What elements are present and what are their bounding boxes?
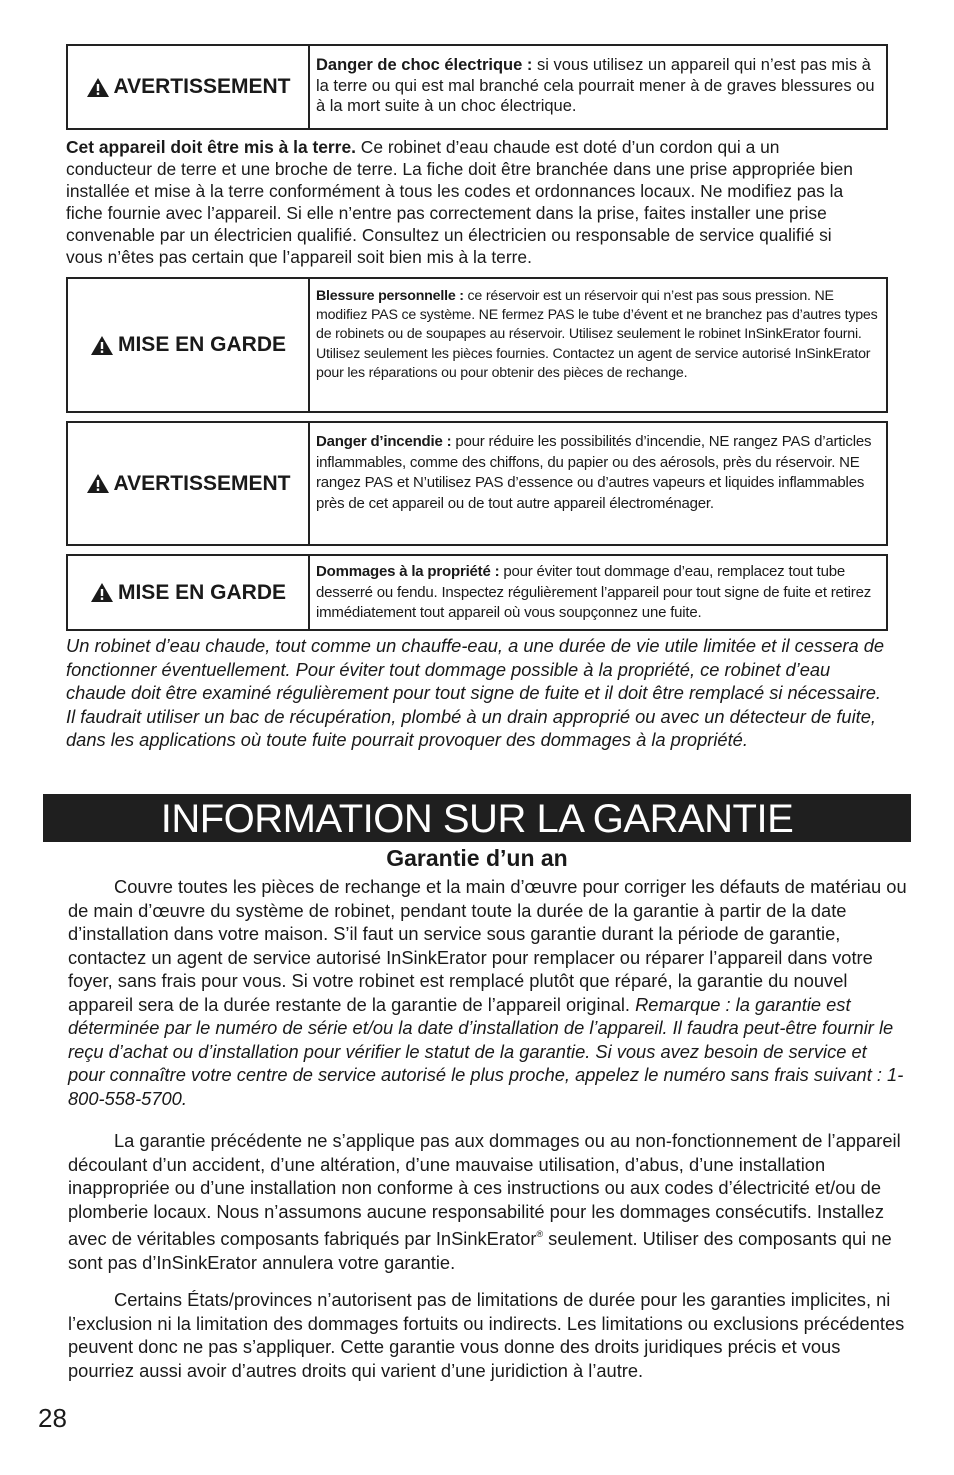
warning-triangle-icon: [90, 582, 114, 603]
warning-label: AVERTISSEMENT: [68, 46, 310, 128]
caution-box-property-damage: [66, 554, 888, 631]
warranty-paragraph-2: La garantie précédente ne s’applique pas aux dommages ou au non-fonctionnement de l’appareil découlant d’un accident, d’une altération, d’une mauvaise utilisation, d’abus, d’une installation inappropriée ou d’une installation non conforme à ces instructions ou aux codes d’électricité et/ou de plomberie locaux. Nous n’assumons aucune responsabilité pour les dommages consécutifs. Installez avec de véritables composants fabriqués par InSinkErator® seulement. Utiliser des composants qui ne sont pas d’InSinkErator annulera votre garantie.: [68, 1130, 901, 1273]
warranty-paragraph-1: Couvre toutes les pièces de rechange et la main d’œuvre pour corriger les défauts de matériau ou de main d’œuvre du système de robinet, pendant toute la durée de la garantie à partir de la date d’installation dans votre maison. S’il faut un service sous garantie durant la période de garantie, contactez un agent de service autorisé InSinkErator pour remplacer ou réparer l’appareil dans votre foyer, sans frais pour vous. Si votre robinet est remplacé plutôt que réparé, la garantie du nouvel appareil sera de la durée restante de la garantie de l’appareil original. Remarque : la garantie est déterminée par le numéro de série et/ou la date d’installation de l’appareil. Il faudra peut-être fournir le reçu d’achat ou d’installation pour vérifier le statut de la garantie. Si vous avez besoin de service et pour connaître votre centre de service autorisé le plus proche, appelez le numéro sans frais suivant : 1-800-558-5700.: [68, 876, 907, 1109]
warning-box-fire-hazard: [66, 421, 888, 546]
warranty-paragraph-3: Certains États/provinces n’autorisent pas de limitations de durée pour les garanties implicites, ni l’exclusion ni la limitation des dommages fortuits ou indirects. Les limitations ou exclusions précédentes peuvent donc ne pas s’appliquer. Cette garantie vous donne des droits juridiques précis et vous pourriez aussi avoir d’autres droits qui varient d’une juridiction à l’autre.: [68, 1289, 905, 1381]
warning-text: Danger de choc électrique : si vous utilisez un appareil qui n’est pas mis à la terre ou qui est mal branché cela pourrait mener à de graves blessures ou à la mort suite à un choc électrique.: [316, 56, 875, 115]
grounding-paragraph: Cet appareil doit être mis à la terre. Ce robinet d’eau chaude est doté d’un cordon qui a un conducteur de terre et une broche de terre. La fiche doit être branchée dans une prise appropriée bien installée et mise à la terre conformément à tous les codes et ordonnances locaux. Ne modifiez pas la fiche fournie avec l’appareil. Si elle n’entre pas correctement dans la prise, faites installer une prise convenable par un électricien qualifié. Consultez un électricien ou responsable de service qualifié si vous n’êtes pas certain que l’appareil soit bien mis à la terre.: [66, 137, 853, 267]
caution-text: Blessure personnelle : ce réservoir est un réservoir qui n’est pas sous pression. NE modifiez PAS ce système. NE fermez PAS le tube d’évent et ne branchez pas d’autres types de robinets ou de soupapes au réservoir. Utilisez seulement le robinet InSinkErator fourni. Utilisez seulement les pièces fournies. Contactez un agent de service autorisé InSinkErator pour les réparations ou pour obtenir des pièces de rechange.: [316, 288, 878, 381]
caution-text: Dommages à la propriété : pour éviter tout dommage d’eau, remplacez tout tube desserré ou fendu. Inspectez régulièrement l’appareil pour tout signe de fuite et retirez immédiatement tout appareil où vous soupçonnez une fuite.: [316, 563, 872, 621]
warning-triangle-icon: [90, 335, 114, 356]
warning-triangle-icon: [86, 77, 110, 98]
caution-label: MISE EN GARDE: [68, 279, 310, 411]
warning-box-electric-shock: [66, 44, 888, 130]
lifespan-note: Un robinet d’eau chaude, tout comme un chauffe-eau, a une durée de vie utile limitée et il cessera de fonctionner éventuellement. Pour éviter tout dommage possible à la propriété, ce robinet d’eau chaude doit être examiné régulièrement pour tout signe de fuite et il doit être remplacé si nécessaire. Il faudrait utiliser un bac de récupération, plombé à un drain approprié ou avec un détecteur de fuite, dans les applications où toute fuite pourrait provoquer des dommages à la propriété.: [66, 635, 885, 750]
warning-text: Danger d’incendie : pour réduire les possibilités d’incendie, NE rangez PAS d’articles inflammables, comme des chiffons, du papier ou des aérosols, près du réservoir. NE rangez PAS et N’utilisez PAS d’essence ou d’autres vapeurs et liquides inflammables près de cet appareil ou de tout autre appareil électroménager.: [316, 433, 872, 512]
warning-triangle-icon: [86, 473, 110, 494]
section-title: INFORMATION SUR LA GARANTIE: [43, 794, 911, 842]
page-number: 28: [38, 1403, 67, 1433]
subtitle: Garantie d’un an: [386, 845, 568, 871]
caution-label: MISE EN GARDE: [68, 556, 310, 629]
caution-box-personal-injury: [66, 277, 888, 413]
warning-label: AVERTISSEMENT: [68, 423, 310, 544]
